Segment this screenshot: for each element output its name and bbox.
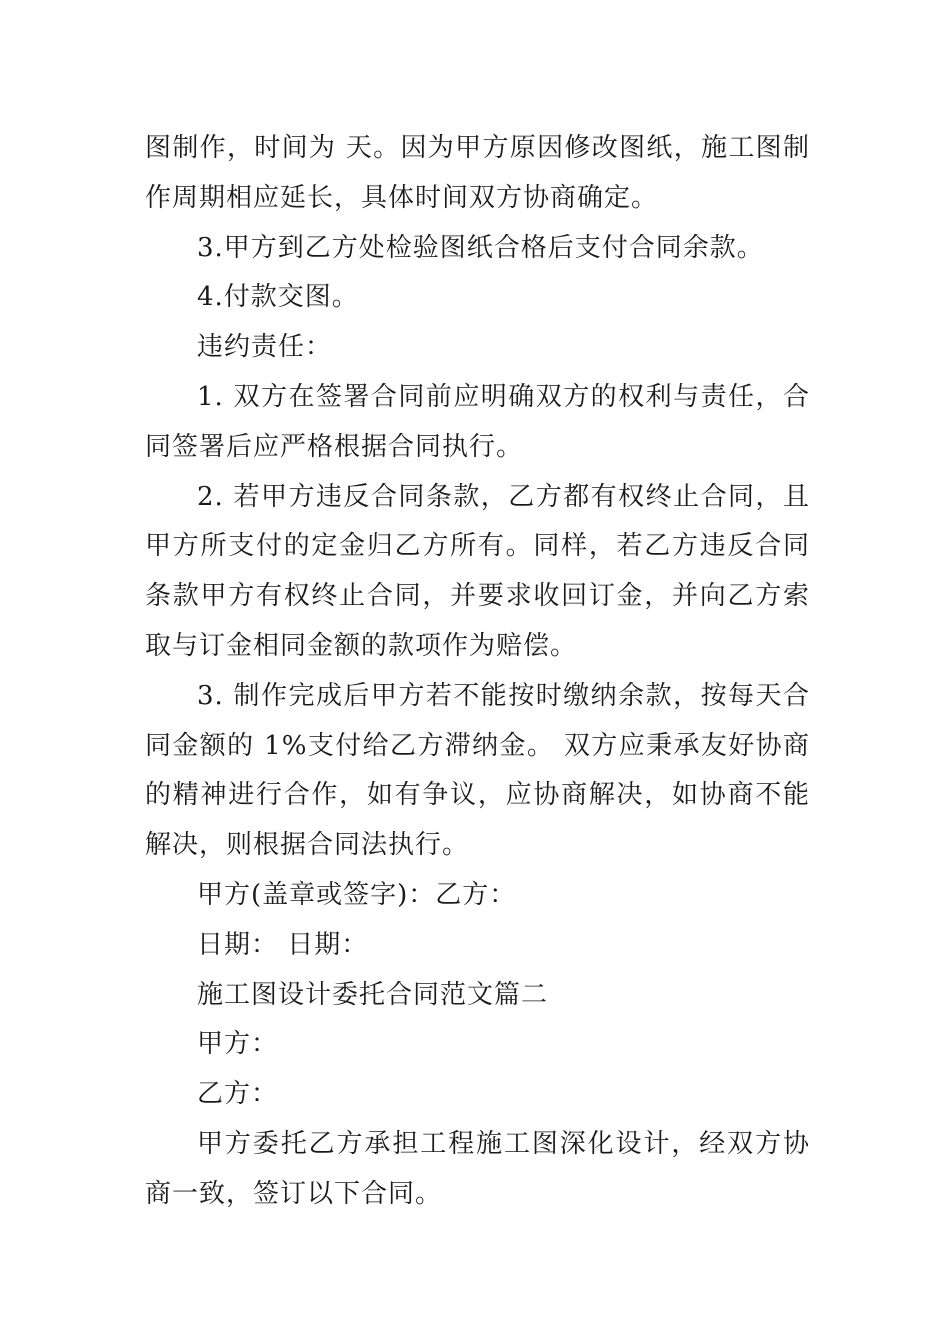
paragraph-contract-preamble: 甲方委托乙方承担工程施工图深化设计，经双方协商一致，签订以下合同。 xyxy=(145,1128,810,1209)
paragraph-breach-clause-1: 1. 双方在签署合同前应明确双方的权利与责任，合同签署后应严格根据合同执行。 xyxy=(145,381,810,462)
paragraph-item-4-payment-delivery: 4.付款交图。 xyxy=(197,282,359,313)
signature-line-parties: 甲方(盖章或签字)：乙方： xyxy=(197,879,517,910)
paragraph-breach-clause-2: 2. 若甲方违反合同条款，乙方都有权终止合同，且甲方所支付的定金归乙方所有。同样，若乙方违反合同条款甲方有权终止合同，并要求收回订金，并向乙方索取与订金相同金额的款项作为赔偿。 xyxy=(145,481,810,661)
section-heading-breach-liability: 违约责任： xyxy=(197,332,333,363)
party-a-line: 甲方： xyxy=(197,1029,279,1060)
party-b-line: 乙方： xyxy=(197,1079,279,1110)
document-body xyxy=(145,124,810,1220)
paragraph-drawing-schedule: 图制作，时间为 天。因为甲方原因修改图纸，施工图制作周期相应延长，具体时间双方协商确定。 xyxy=(145,133,810,213)
contract-title-part-two: 施工图设计委托合同范文篇二 xyxy=(197,979,549,1010)
paragraph-item-3-final-payment: 3.甲方到乙方处检验图纸合格后支付合同余款。 xyxy=(197,232,764,263)
signature-line-dates: 日期： 日期： xyxy=(197,929,369,960)
paragraph-breach-clause-3: 3. 制作完成后甲方若不能按时缴纳余款，按每天合同金额的 1%支付给乙方滞纳金。 双方应秉承友好协商的精神进行合作，如有争议，应协商解决，如协商不能解决，则根据合同法执行。 xyxy=(145,680,810,861)
